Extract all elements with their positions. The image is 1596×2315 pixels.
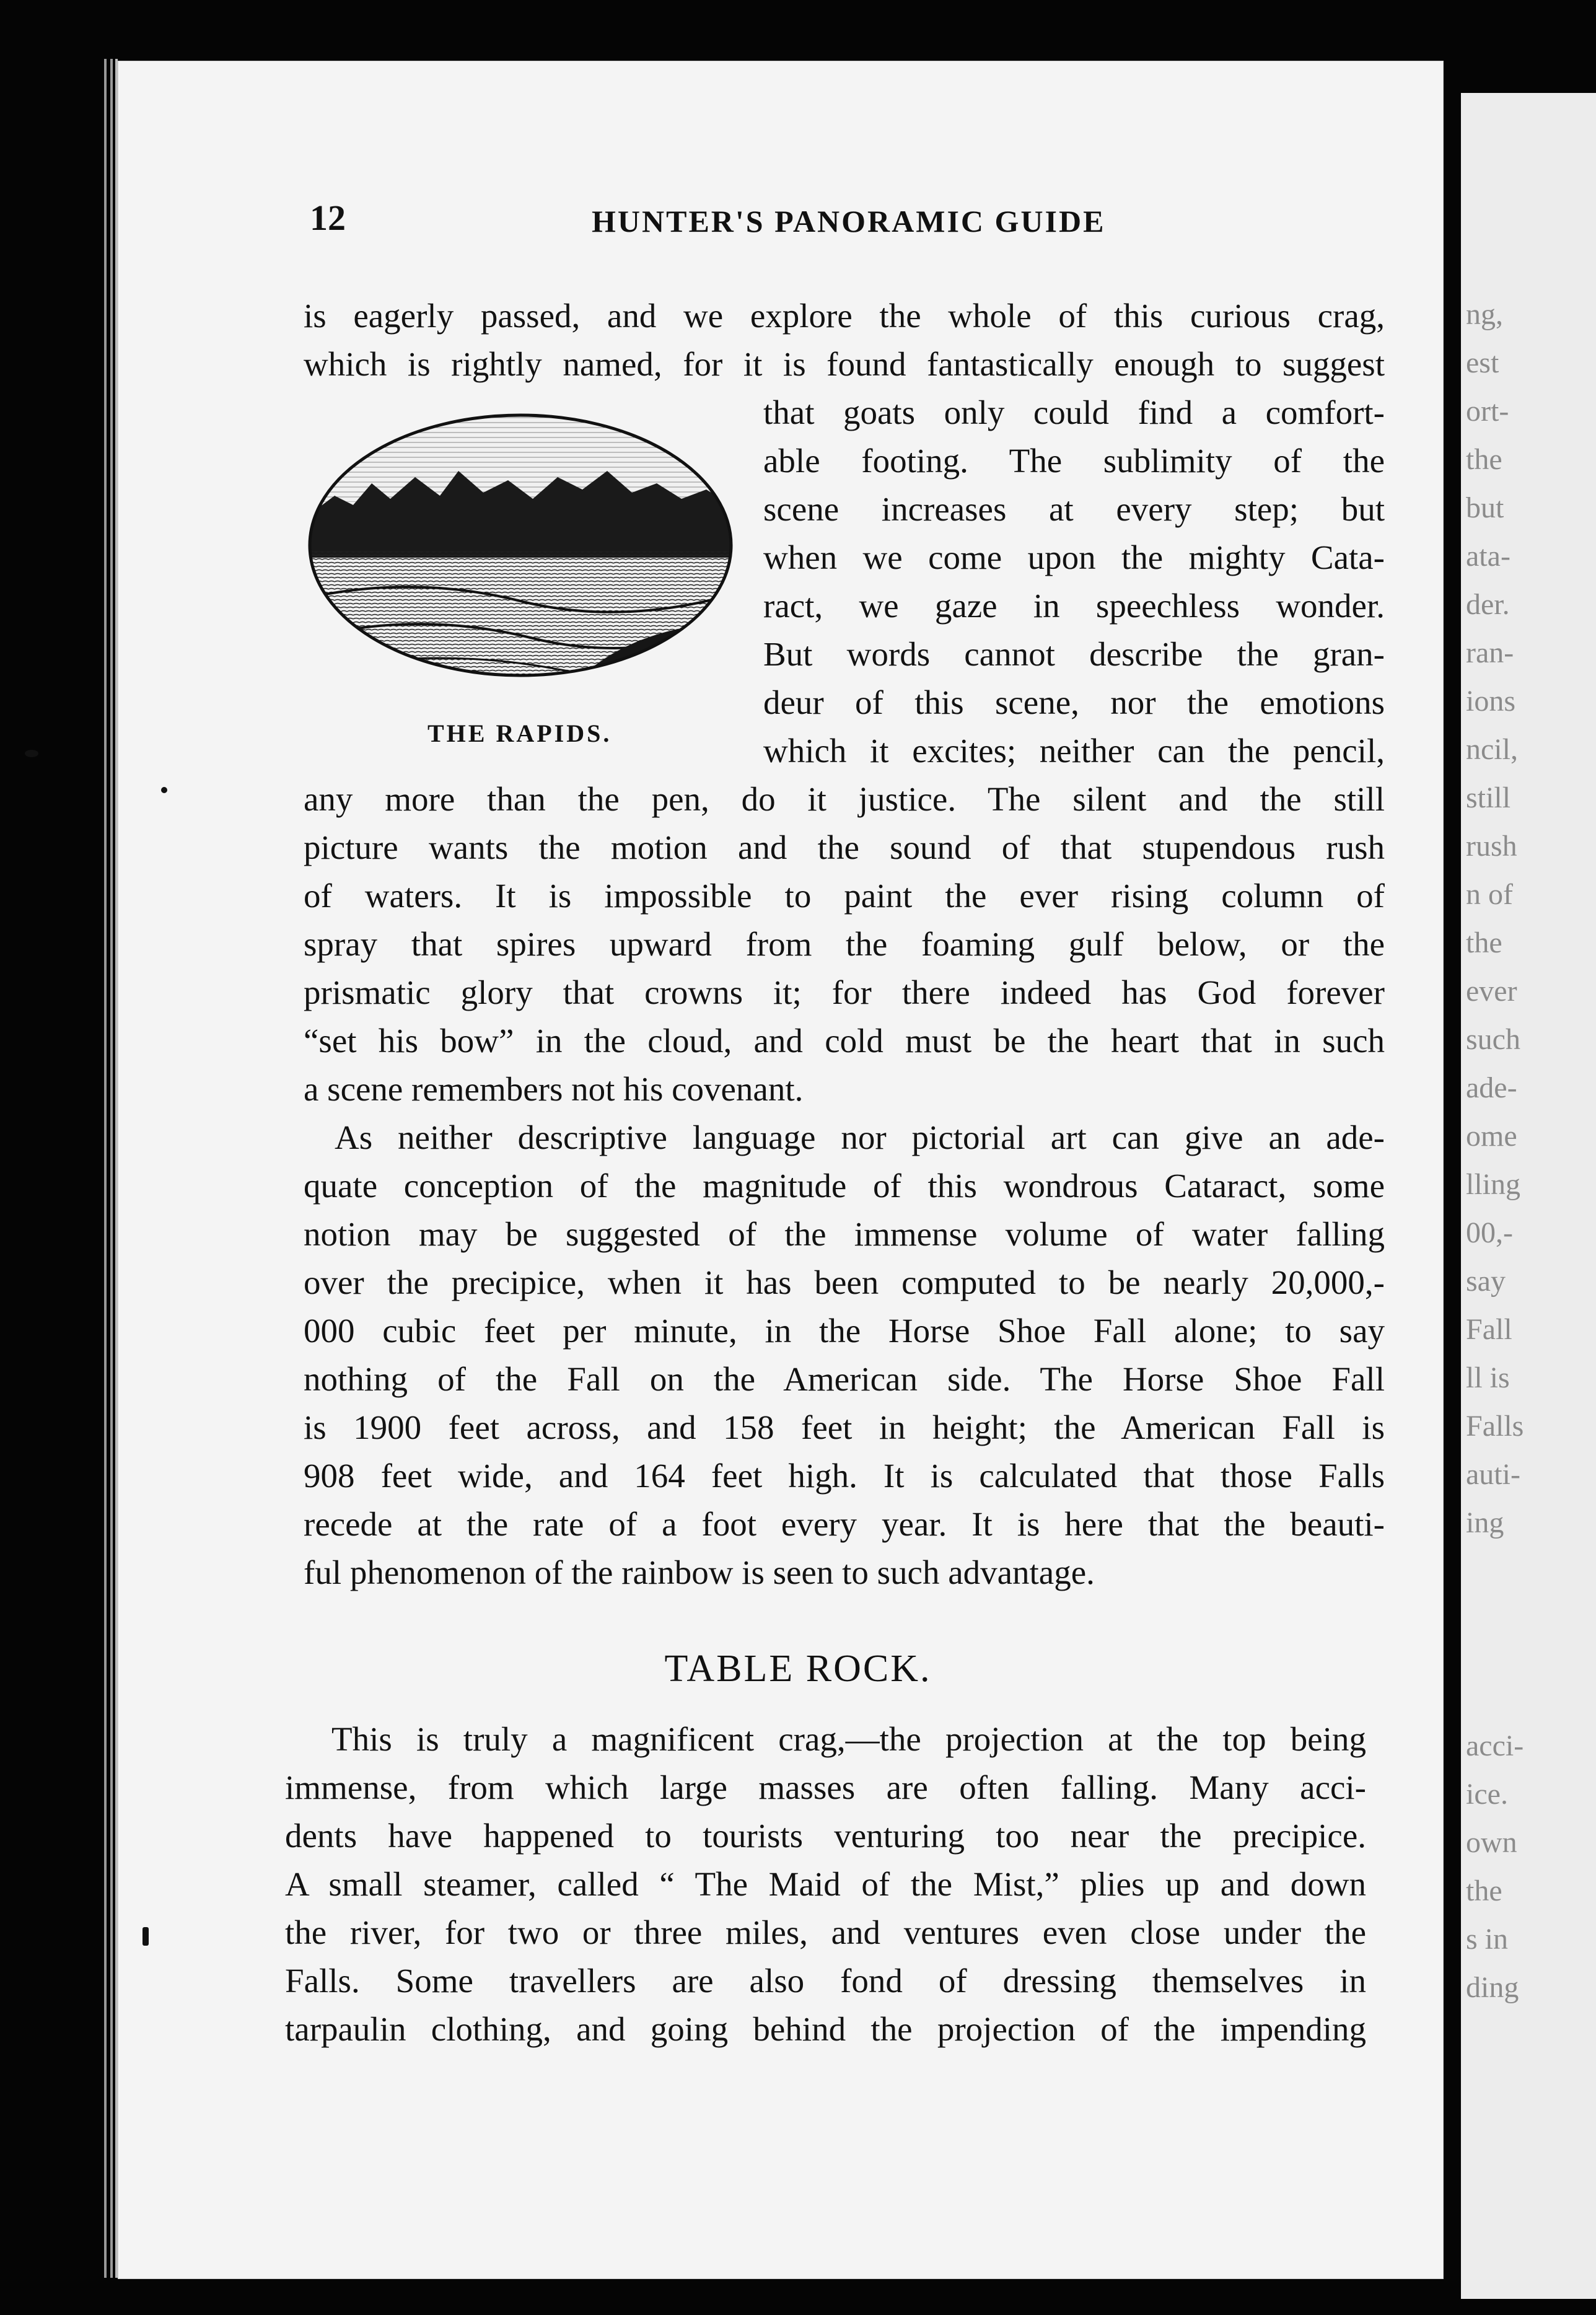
facing-page-fragment: ncil, xyxy=(1466,733,1518,766)
facing-page-fragment: ort- xyxy=(1466,395,1509,428)
text-line: tarpaulin clothing, and going behind the projection of the impending xyxy=(285,2010,1366,2048)
page-number: 12 xyxy=(310,198,346,238)
facing-page-fragment: own xyxy=(1466,1826,1517,1859)
text-line: that goats only could find a comfort- xyxy=(763,393,1385,431)
facing-page-fragment: the xyxy=(1466,926,1502,959)
page-header xyxy=(310,197,1400,247)
facing-page-fragment: ice. xyxy=(1466,1778,1508,1811)
text-line: scene increases at every step; but xyxy=(763,490,1385,528)
section-title: TABLE ROCK. xyxy=(664,1648,932,1690)
facing-page-fragment: 00,- xyxy=(1466,1216,1513,1249)
text-line: is eagerly passed, and we explore the whole of this curious crag, xyxy=(304,297,1385,335)
text-line: nothing of the Fall on the American side. The Horse Shoe Fall xyxy=(304,1360,1385,1398)
text-line: ful phenomenon of the rainbow is seen to such advantage. xyxy=(304,1553,1095,1591)
facing-page-fragment: such xyxy=(1466,1023,1520,1056)
text-line: ract, we gaze in speechless wonder. xyxy=(763,587,1385,625)
text-line: which it excites; neither can the pencil, xyxy=(763,732,1385,770)
facing-page-fragment: Fall xyxy=(1466,1313,1512,1346)
facing-page-fragment: auti- xyxy=(1466,1458,1520,1491)
running-head: HUNTER'S PANORAMIC GUIDE xyxy=(592,204,1106,239)
facing-page-fragment: ran- xyxy=(1466,636,1514,669)
facing-page-fragment: ing xyxy=(1466,1506,1504,1539)
text-line: As neither descriptive language nor pictorial art can give an ade- xyxy=(335,1118,1385,1156)
text-line: This is truly a magnificent crag,—the projection at the top being xyxy=(331,1720,1366,1758)
text-line: a scene remembers not his covenant. xyxy=(304,1070,804,1108)
text-line: which is rightly named, for it is found fantastically enough to suggest xyxy=(304,345,1385,383)
dust-speck xyxy=(161,787,167,793)
page-edge-line xyxy=(110,59,113,2278)
facing-page-fragment: the xyxy=(1466,1874,1502,1907)
text-line: deur of this scene, nor the emotions xyxy=(763,683,1385,721)
dust-speck xyxy=(25,750,38,757)
facing-page-fragment: lling xyxy=(1466,1168,1521,1201)
text-line: recede at the rate of a foot every year. It is here that the beauti- xyxy=(304,1505,1385,1543)
facing-page-fragment: ome xyxy=(1466,1120,1517,1153)
facing-page-fragment: the xyxy=(1466,443,1502,476)
page-edge-line xyxy=(104,59,107,2278)
text-line: A small steamer, called “ The Maid of the Mist,” plies up and down xyxy=(285,1865,1366,1903)
text-line: 000 cubic feet per minute, in the Horse Shoe Fall alone; to say xyxy=(304,1312,1385,1350)
text-line: But words cannot describe the gran- xyxy=(763,635,1385,673)
facing-page xyxy=(1461,93,1596,2299)
facing-page-fragment: ever xyxy=(1466,975,1517,1008)
text-line: able footing. The sublimity of the xyxy=(763,442,1385,480)
text-line: “set his bow” in the cloud, and cold must be the heart that in such xyxy=(304,1022,1385,1060)
facing-page-fragment: ions xyxy=(1466,685,1516,718)
facing-page-fragment: still xyxy=(1466,781,1511,814)
text-line: notion may be suggested of the immense volume of water falling xyxy=(304,1215,1385,1253)
facing-page-fragment: Falls xyxy=(1466,1410,1524,1443)
facing-page-fragment: ding xyxy=(1466,1971,1519,2004)
text-line: is 1900 feet across, and 158 feet in height; the American Fall is xyxy=(304,1408,1385,1446)
text-line: quate conception of the magnitude of this wondrous Cataract, some xyxy=(304,1167,1385,1205)
text-line: when we come upon the mighty Cata- xyxy=(763,538,1385,576)
facing-page-fragment: der. xyxy=(1466,588,1510,621)
facing-page-fragment: ata- xyxy=(1466,540,1510,573)
facing-page-fragment: ng, xyxy=(1466,298,1503,331)
text-line: Falls. Some travellers are also fond of dressing themselves in xyxy=(285,1962,1366,2000)
text-line: picture wants the motion and the sound of that stupendous rush xyxy=(304,828,1385,866)
text-line: over the precipice, when it has been computed to be nearly 20,000,- xyxy=(304,1263,1385,1301)
facing-page-fragment: but xyxy=(1466,491,1504,524)
text-line: of waters. It is impossible to paint the ever rising column of xyxy=(304,877,1385,915)
illustration-caption: THE RAPIDS. xyxy=(428,719,612,747)
facing-page-fragment: ade- xyxy=(1466,1071,1517,1104)
text-line: dents have happened to tourists venturing too near the precipice. xyxy=(285,1817,1366,1855)
facing-page-fragment: rush xyxy=(1466,830,1517,863)
facing-page-fragment: acci- xyxy=(1466,1729,1524,1762)
text-line: prismatic glory that crowns it; for there indeed has God forever xyxy=(304,973,1385,1011)
text-line: the river, for two or three miles, and ventures even close under the xyxy=(285,1913,1366,1951)
text-line: 908 feet wide, and 164 feet high. It is calculated that those Falls xyxy=(304,1457,1385,1495)
rapids-engraving xyxy=(297,390,768,713)
text-line: any more than the pen, do it justice. The silent and the still xyxy=(304,780,1385,818)
facing-page-fragment: ll is xyxy=(1466,1361,1510,1394)
text-line: spray that spires upward from the foaming gulf below, or the xyxy=(304,925,1385,963)
facing-page-fragment: say xyxy=(1466,1265,1506,1298)
dust-speck xyxy=(142,1927,149,1946)
facing-page-fragment: est xyxy=(1466,346,1499,379)
facing-page-fragment: n of xyxy=(1466,878,1513,911)
text-line: immense, from which large masses are often falling. Many acci- xyxy=(285,1768,1366,1806)
facing-page-fragment: s in xyxy=(1466,1923,1509,1956)
